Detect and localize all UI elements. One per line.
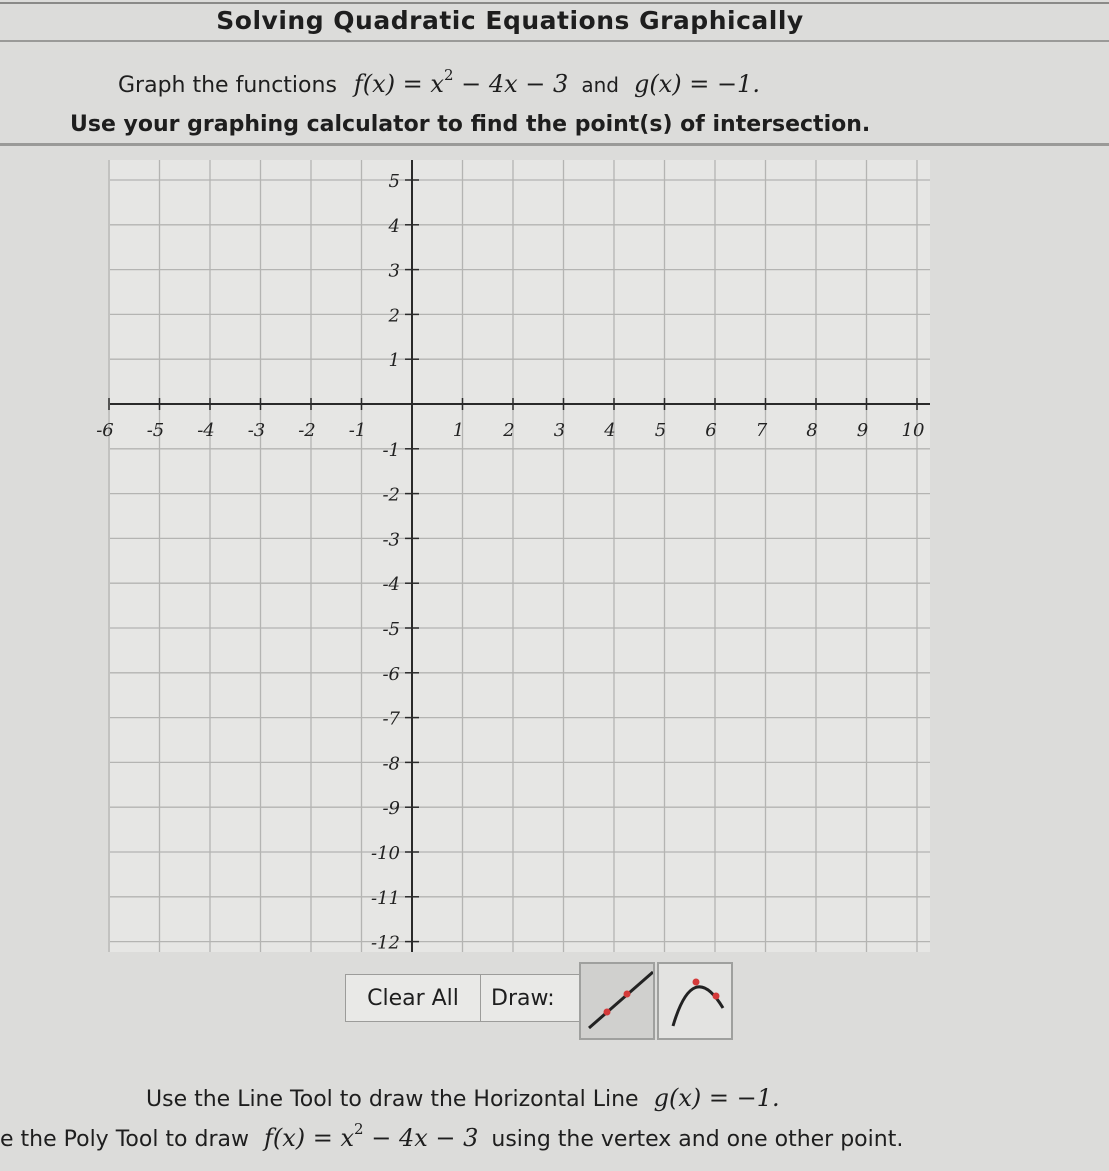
y-tick-label: -10: [371, 843, 400, 864]
tool-point: [693, 979, 700, 986]
y-tick-label: -4: [382, 574, 400, 596]
y-tick-label: -9: [382, 798, 400, 820]
y-tick-label: -11: [371, 887, 400, 909]
x-tick-label: -2: [298, 420, 316, 441]
footer-line-2: [0, 1120, 904, 1152]
footer-line-1-prefix: Use the Line Tool to draw the Horizontal Line: [146, 1087, 639, 1112]
x-tick-label: -3: [247, 420, 266, 441]
y-tick-label: -3: [382, 529, 400, 551]
x-tick-label: 10: [901, 420, 925, 441]
controls-bar: [345, 972, 581, 1024]
instruction-and: and: [581, 73, 619, 97]
line-tool-icon: [581, 964, 653, 1038]
line-tool-button[interactable]: [579, 962, 655, 1040]
x-tick-label: 8: [806, 420, 818, 441]
y-tick-label: -7: [382, 708, 400, 730]
x-tick-label: -4: [197, 420, 215, 441]
x-tick-label: 7: [755, 420, 768, 441]
x-tick-label: 9: [856, 420, 869, 441]
x-tick-label: 2: [503, 420, 515, 441]
footer-f-equation: $f(x) = x^2 - 4x - 3$: [263, 1120, 479, 1152]
x-tick-label: -5: [146, 420, 165, 441]
y-tick-label: -6: [382, 663, 400, 685]
y-tick-label: -8: [382, 753, 400, 775]
instruction-line-2: Use your graphing calculator to find the point(s) of intersection.: [70, 112, 871, 137]
g-definition: g(x) = −1.: [633, 70, 760, 98]
instruction-prefix: Graph the functions: [118, 73, 337, 98]
y-tick-label: -2: [382, 484, 400, 506]
tool-point: [624, 991, 631, 998]
y-tick-label: 1: [388, 350, 400, 372]
y-tick-label: 3: [388, 260, 400, 282]
tool-point: [604, 1009, 611, 1016]
y-tick-label: -5: [382, 619, 400, 640]
x-tick-label: 5: [654, 420, 667, 441]
poly-tool-icon: [659, 964, 731, 1038]
y-tick-label: 5: [388, 171, 400, 192]
y-tick-label: -12: [371, 932, 400, 954]
x-tick-label: 3: [553, 420, 566, 441]
footer-line-1: [146, 1084, 780, 1112]
x-tick-label: 1: [452, 420, 465, 441]
footer-line-2-prefix: e the Poly Tool to draw: [0, 1127, 249, 1152]
f-definition: $f(x) = x^2 - 4x - 3$: [353, 66, 569, 98]
y-tick-label: -1: [382, 439, 400, 461]
x-tick-label: 6: [705, 420, 717, 441]
y-tick-label: 2: [388, 305, 400, 327]
clear-all-button[interactable]: Clear All: [345, 974, 481, 1022]
footer-g-equation: g(x) = −1.: [653, 1084, 780, 1112]
graph-background: [110, 160, 930, 952]
x-tick-label: -6: [96, 420, 114, 441]
page-title: Solving Quadratic Equations Graphically: [216, 6, 804, 35]
tool-point: [713, 993, 720, 1000]
y-tick-label: 4: [388, 215, 400, 237]
footer-line-2-suffix: using the vertex and one other point.: [491, 1127, 904, 1152]
draw-label: Draw:: [481, 974, 581, 1022]
x-tick-label: 4: [604, 420, 616, 441]
poly-tool-button[interactable]: [657, 962, 733, 1040]
x-tick-label: -1: [348, 420, 367, 441]
